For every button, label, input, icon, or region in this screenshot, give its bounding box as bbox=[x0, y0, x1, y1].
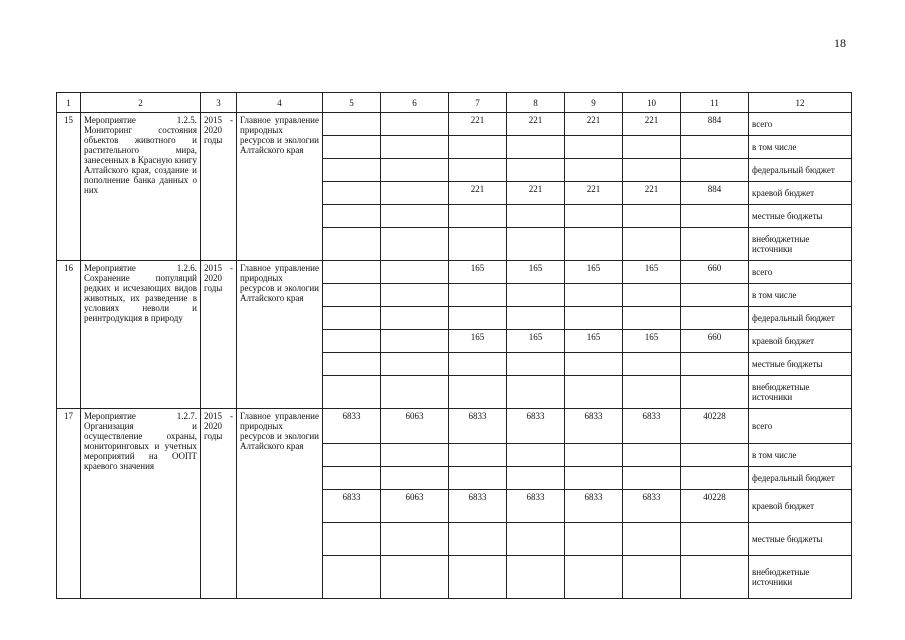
value-cell bbox=[381, 205, 449, 228]
value-cell bbox=[323, 261, 381, 284]
header-cell: 8 bbox=[507, 93, 565, 113]
value-cell bbox=[681, 228, 749, 261]
value-cell bbox=[449, 444, 507, 467]
value-cell bbox=[323, 467, 381, 490]
value-cell bbox=[323, 376, 381, 409]
value-cell bbox=[323, 284, 381, 307]
value-cell bbox=[381, 159, 449, 182]
value-cell bbox=[507, 136, 565, 159]
value-cell: 221 bbox=[623, 113, 681, 136]
value-cell bbox=[449, 159, 507, 182]
funding-source: местные бюджеты bbox=[749, 353, 852, 376]
value-cell: 221 bbox=[565, 182, 623, 205]
value-cell bbox=[381, 330, 449, 353]
value-cell bbox=[507, 307, 565, 330]
page-number: 18 bbox=[834, 36, 846, 50]
value-cell bbox=[449, 136, 507, 159]
funding-source: внебюджетные источники bbox=[749, 228, 852, 261]
value-cell bbox=[623, 556, 681, 599]
value-cell bbox=[681, 159, 749, 182]
value-cell bbox=[323, 159, 381, 182]
value-cell bbox=[449, 467, 507, 490]
funding-source: всего bbox=[749, 409, 852, 444]
value-cell bbox=[449, 205, 507, 228]
value-cell: 884 bbox=[681, 182, 749, 205]
funding-source: федеральный бюджет bbox=[749, 467, 852, 490]
value-cell bbox=[381, 136, 449, 159]
value-cell bbox=[507, 228, 565, 261]
value-cell: 221 bbox=[449, 113, 507, 136]
value-cell bbox=[323, 182, 381, 205]
value-cell bbox=[623, 284, 681, 307]
value-cell bbox=[323, 228, 381, 261]
value-cell bbox=[323, 444, 381, 467]
value-cell bbox=[681, 205, 749, 228]
value-cell bbox=[565, 467, 623, 490]
event-name: Мероприятие 1.2.5. Мониторинг состояния объектов животного и растительного мира, занесенных в Красную книгу Алтайского края, создание и пополнение банка данных о них bbox=[81, 113, 201, 261]
value-cell bbox=[623, 307, 681, 330]
value-cell: 6833 bbox=[565, 409, 623, 444]
value-cell bbox=[681, 467, 749, 490]
value-cell: 165 bbox=[565, 330, 623, 353]
budget-table bbox=[56, 92, 852, 599]
header-cell: 10 bbox=[623, 93, 681, 113]
value-cell bbox=[381, 182, 449, 205]
value-cell: 6833 bbox=[565, 490, 623, 523]
value-cell bbox=[623, 353, 681, 376]
value-cell: 884 bbox=[681, 113, 749, 136]
header-cell: 7 bbox=[449, 93, 507, 113]
value-cell: 660 bbox=[681, 330, 749, 353]
value-cell: 6063 bbox=[381, 409, 449, 444]
row-number: 15 bbox=[57, 113, 81, 261]
value-cell bbox=[507, 353, 565, 376]
value-cell: 40228 bbox=[681, 490, 749, 523]
value-cell bbox=[381, 376, 449, 409]
value-cell bbox=[623, 376, 681, 409]
funding-source: внебюджетные источники bbox=[749, 376, 852, 409]
value-cell bbox=[507, 444, 565, 467]
value-cell bbox=[565, 284, 623, 307]
value-cell: 6833 bbox=[507, 409, 565, 444]
period: 2015 - 2020 годы bbox=[201, 261, 237, 409]
value-cell: 6833 bbox=[323, 490, 381, 523]
value-cell bbox=[449, 353, 507, 376]
value-cell bbox=[681, 353, 749, 376]
value-cell bbox=[323, 307, 381, 330]
header-cell: 4 bbox=[237, 93, 323, 113]
value-cell bbox=[681, 136, 749, 159]
value-cell bbox=[449, 523, 507, 556]
funding-source: местные бюджеты bbox=[749, 523, 852, 556]
value-cell bbox=[449, 376, 507, 409]
period: 2015 - 2020 годы bbox=[201, 409, 237, 599]
header-cell: 2 bbox=[81, 93, 201, 113]
value-cell: 660 bbox=[681, 261, 749, 284]
event-name: Мероприятие 1.2.7. Организация и осуществление охраны, мониторинговых и учетных мероприятий на ООПТ краевого значения bbox=[81, 409, 201, 599]
value-cell bbox=[381, 444, 449, 467]
value-cell bbox=[381, 307, 449, 330]
value-cell bbox=[381, 467, 449, 490]
value-cell: 6833 bbox=[449, 409, 507, 444]
value-cell bbox=[565, 353, 623, 376]
header-cell: 12 bbox=[749, 93, 852, 113]
value-cell bbox=[507, 284, 565, 307]
funding-source: краевой бюджет bbox=[749, 330, 852, 353]
value-cell: 165 bbox=[507, 330, 565, 353]
value-cell bbox=[381, 261, 449, 284]
period: 2015 - 2020 годы bbox=[201, 113, 237, 261]
value-cell bbox=[681, 376, 749, 409]
row-number: 16 bbox=[57, 261, 81, 409]
value-cell: 6063 bbox=[381, 490, 449, 523]
value-cell bbox=[381, 228, 449, 261]
value-cell: 221 bbox=[507, 113, 565, 136]
value-cell bbox=[565, 159, 623, 182]
value-cell bbox=[623, 136, 681, 159]
value-cell: 6833 bbox=[623, 409, 681, 444]
value-cell bbox=[565, 556, 623, 599]
funding-source: местные бюджеты bbox=[749, 205, 852, 228]
value-cell bbox=[623, 228, 681, 261]
header-row bbox=[57, 93, 852, 113]
funding-source: краевой бюджет bbox=[749, 490, 852, 523]
value-cell bbox=[323, 523, 381, 556]
value-cell: 165 bbox=[623, 330, 681, 353]
header-cell: 1 bbox=[57, 93, 81, 113]
value-cell bbox=[623, 205, 681, 228]
value-cell: 221 bbox=[507, 182, 565, 205]
value-cell: 6833 bbox=[449, 490, 507, 523]
value-cell: 165 bbox=[449, 261, 507, 284]
value-cell bbox=[507, 205, 565, 228]
header-cell: 3 bbox=[201, 93, 237, 113]
value-cell: 165 bbox=[449, 330, 507, 353]
value-cell bbox=[323, 556, 381, 599]
value-cell bbox=[381, 113, 449, 136]
value-cell bbox=[507, 159, 565, 182]
value-cell bbox=[565, 307, 623, 330]
executor: Главное управление природных ресурсов и экологии Алтайского края bbox=[237, 261, 323, 409]
value-cell: 165 bbox=[623, 261, 681, 284]
value-cell bbox=[681, 284, 749, 307]
executor: Главное управление природных ресурсов и экологии Алтайского края bbox=[237, 113, 323, 261]
funding-source: федеральный бюджет bbox=[749, 307, 852, 330]
value-cell bbox=[507, 376, 565, 409]
value-cell bbox=[623, 467, 681, 490]
value-cell bbox=[449, 307, 507, 330]
value-cell bbox=[565, 523, 623, 556]
funding-source: всего bbox=[749, 113, 852, 136]
value-cell: 221 bbox=[449, 182, 507, 205]
value-cell bbox=[323, 113, 381, 136]
funding-source: краевой бюджет bbox=[749, 182, 852, 205]
value-cell bbox=[449, 228, 507, 261]
value-cell bbox=[449, 284, 507, 307]
value-cell bbox=[681, 444, 749, 467]
header-cell: 9 bbox=[565, 93, 623, 113]
value-cell bbox=[681, 556, 749, 599]
funding-source: в том числе bbox=[749, 284, 852, 307]
value-cell bbox=[381, 284, 449, 307]
value-cell bbox=[565, 228, 623, 261]
header-cell: 6 bbox=[381, 93, 449, 113]
value-cell bbox=[565, 205, 623, 228]
value-cell bbox=[623, 523, 681, 556]
value-cell bbox=[449, 556, 507, 599]
funding-source: всего bbox=[749, 261, 852, 284]
row-number: 17 bbox=[57, 409, 81, 599]
value-cell bbox=[507, 467, 565, 490]
value-cell: 6833 bbox=[323, 409, 381, 444]
value-cell bbox=[565, 444, 623, 467]
value-cell bbox=[623, 159, 681, 182]
value-cell bbox=[381, 556, 449, 599]
value-cell bbox=[565, 376, 623, 409]
value-cell: 221 bbox=[623, 182, 681, 205]
value-cell bbox=[381, 353, 449, 376]
value-cell: 221 bbox=[565, 113, 623, 136]
value-cell bbox=[381, 523, 449, 556]
table-row bbox=[57, 261, 852, 284]
value-cell bbox=[565, 136, 623, 159]
funding-source: в том числе bbox=[749, 444, 852, 467]
table-row bbox=[57, 409, 852, 444]
table-row bbox=[57, 113, 852, 136]
value-cell bbox=[681, 307, 749, 330]
funding-source: в том числе bbox=[749, 136, 852, 159]
value-cell bbox=[323, 353, 381, 376]
value-cell bbox=[507, 556, 565, 599]
header-cell: 11 bbox=[681, 93, 749, 113]
value-cell bbox=[323, 205, 381, 228]
funding-source: внебюджетные источники bbox=[749, 556, 852, 599]
funding-source: федеральный бюджет bbox=[749, 159, 852, 182]
value-cell: 6833 bbox=[623, 490, 681, 523]
value-cell: 165 bbox=[507, 261, 565, 284]
value-cell bbox=[681, 523, 749, 556]
value-cell bbox=[323, 330, 381, 353]
value-cell: 165 bbox=[565, 261, 623, 284]
event-name: Мероприятие 1.2.6. Сохранение популяций редких и исчезающих видов животных, их разведение в условиях неволи и реинтродукция в природу bbox=[81, 261, 201, 409]
value-cell: 6833 bbox=[507, 490, 565, 523]
value-cell bbox=[323, 136, 381, 159]
executor: Главное управление природных ресурсов и экологии Алтайского края bbox=[237, 409, 323, 599]
value-cell bbox=[623, 444, 681, 467]
value-cell: 40228 bbox=[681, 409, 749, 444]
header-cell: 5 bbox=[323, 93, 381, 113]
value-cell bbox=[507, 523, 565, 556]
